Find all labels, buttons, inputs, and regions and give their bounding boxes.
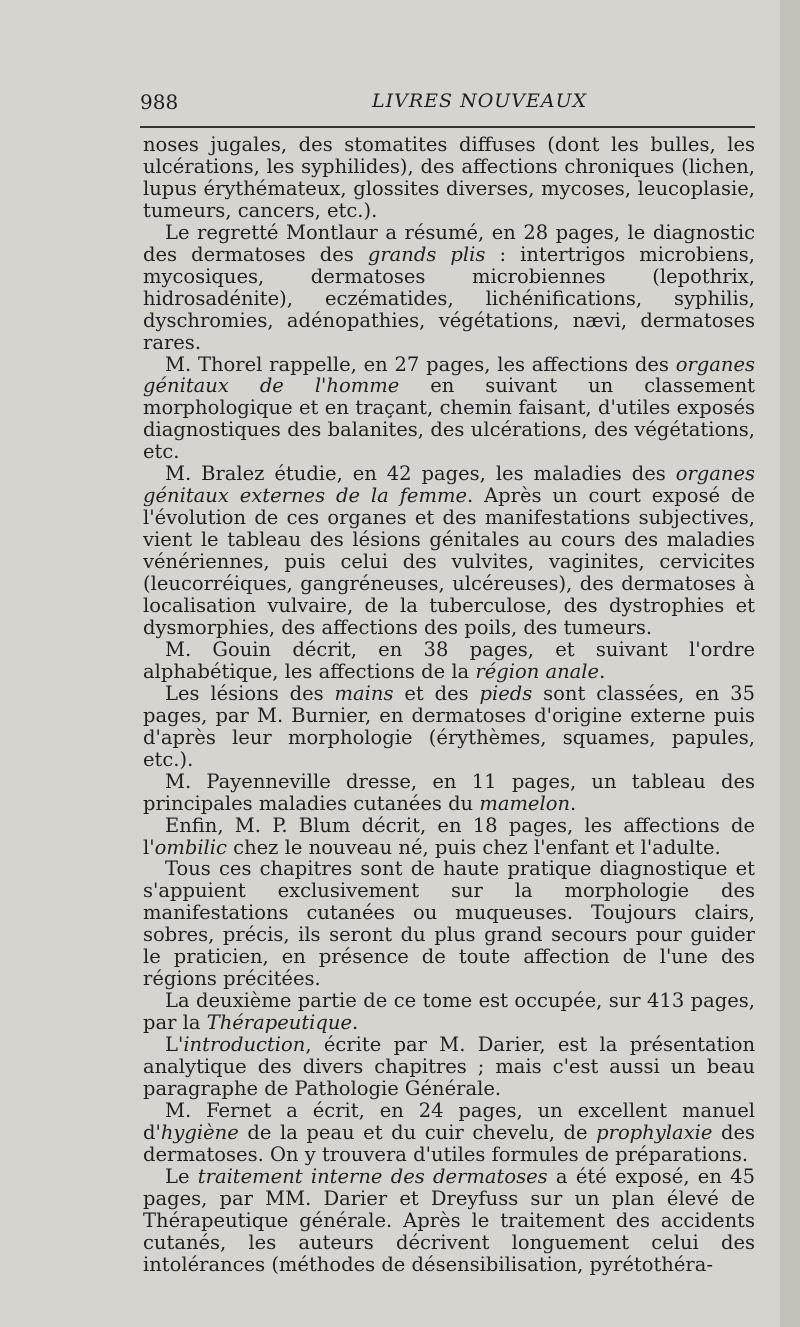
italic-term: ombilic	[154, 835, 227, 859]
paragraph	[143, 1100, 755, 1166]
text-span: M. Gouin décrit, en 38 pages, et suivant l'ordre alphabétique, les affections de la	[143, 637, 755, 683]
italic-term: traitement interne des dermatoses	[197, 1164, 548, 1188]
paragraph	[143, 1166, 755, 1276]
text-span: de la peau et du cuir chevelu, de	[238, 1120, 597, 1144]
paragraph	[143, 1034, 755, 1100]
page-header	[140, 86, 755, 116]
text-span: Enfin, M. P. Blum décrit, en 18 pages, les affections de l'	[143, 813, 755, 859]
text-span: chez le nouveau né, puis chez l'enfant et l'adulte.	[226, 835, 721, 859]
text-span: . Après un court exposé de l'évolution de ces organes et des manifestations subjectives, vient le tableau des lésions génitales au cours des maladies vénériennes, puis celui des vulvites, vaginites, cervicites (leucorréiques, gangréneuses, ulcéreuses), des dermatoses à localisation vulvaire, de la tuberculose, des dystrophies et dysmorphies, des affections des poils, des tumeurs.	[143, 484, 755, 639]
italic-term: prophylaxie	[596, 1120, 713, 1144]
running-title: LIVRES NOUVEAUX	[372, 90, 588, 112]
paragraph	[143, 354, 755, 464]
italic-term: mains	[334, 681, 394, 705]
text-span: M. Thorel rappelle, en 27 pages, les affections des	[165, 352, 676, 376]
text-span: des dermatoses. On y trouvera d'utiles formules de préparations.	[143, 1120, 755, 1166]
text-span: L'	[165, 1033, 184, 1057]
text-span: La deuxième partie de ce tome est occupée, sur 413 pages, par la	[143, 989, 755, 1035]
text-span: a été exposé, en 45 pages, par MM. Darier et Dreyfuss sur un plan élevé de Thérapeutique générale. Après le traitement des accidents cutanés, les auteurs décrivent longuement celui des intolérances (méthodes de désensibilisation, pyrétothéra-	[143, 1164, 755, 1276]
header-rule	[140, 126, 755, 128]
paragraph	[143, 771, 755, 815]
italic-term: organes génitaux de l'homme	[143, 352, 755, 398]
text-span: .	[599, 659, 606, 683]
text-span: .	[352, 1011, 359, 1035]
text-span: en suivant un classement morphologique et en traçant, chemin faisant, d'utiles exposés diagnostiques des balanites, des ulcérations, des végétations, etc.	[143, 374, 755, 464]
italic-term: région anale	[475, 659, 600, 683]
paragraph	[143, 134, 755, 222]
text-span: M. Payenneville dresse, en 11 pages, un tableau des principales maladies cutanées du	[143, 769, 755, 815]
text-span: et des	[393, 681, 480, 705]
paragraph	[143, 639, 755, 683]
text-span: noses jugales, des stomatites diffuses (dont les bulles, les ulcérations, les syphilides), des affections chroniques (lichen, lupus érythémateux, glossites diverses, mycoses, leucoplasie, tumeurs, cancers, etc.).	[143, 133, 755, 222]
italic-term: Thérapeutique	[206, 1011, 352, 1035]
italic-term: grands plis	[367, 242, 486, 266]
text-span: Tous ces chapitres sont de haute pratique diagnostique et s'appuient exclusivement sur la morphologie des manifestations cutanées ou muqueuses. Toujours clairs, sobres, précis, ils seront du plus grand secours pour guider le praticien, en présence de toute affection de l'une des régions précitées.	[143, 857, 755, 991]
paragraph	[143, 463, 755, 639]
italic-term: pieds	[479, 681, 533, 705]
page-number: 988	[140, 90, 179, 114]
text-span: Le	[165, 1164, 198, 1188]
text-span: M. Fernet a écrit, en 24 pages, un excellent manuel d'	[143, 1098, 755, 1144]
text-span: , écrite par M. Darier, est la présentation analytique des divers chapitres ; mais c'est aussi un beau paragraphe de Pathologie Générale.	[143, 1033, 755, 1100]
paragraph	[143, 222, 755, 354]
text-span: Les lésions des	[165, 681, 335, 705]
italic-term: organes génitaux externes de la femme	[143, 462, 755, 508]
text-span: : intertrigos microbiens, mycosiques, dermatoses microbiennes (lepothrix, hidrosadénite), eczématides, lichénifications, syphilis, dyschromies, adénopathies, végétations, nævi, dermatoses rares.	[143, 242, 755, 354]
text-span: Le regretté Montlaur a résumé, en 28 pages, le diagnostic des dermatoses des	[143, 220, 755, 266]
text-span: sont classées, en 35 pages, par M. Burnier, en dermatoses d'origine externe puis d'après leur morphologie (érythèmes, squames, papules, etc.).	[143, 681, 755, 771]
italic-term: mamelon	[479, 791, 571, 815]
italic-term: introduction	[183, 1033, 306, 1057]
paragraph	[143, 815, 755, 859]
paragraph	[143, 858, 755, 990]
text-span: M. Bralez étudie, en 42 pages, les maladies des	[165, 462, 676, 486]
body-text	[143, 134, 755, 1276]
paragraph	[143, 990, 755, 1034]
page-edge	[780, 0, 800, 1327]
italic-term: hygiène	[160, 1120, 239, 1144]
text-span: .	[570, 791, 577, 815]
paragraph	[143, 683, 755, 771]
